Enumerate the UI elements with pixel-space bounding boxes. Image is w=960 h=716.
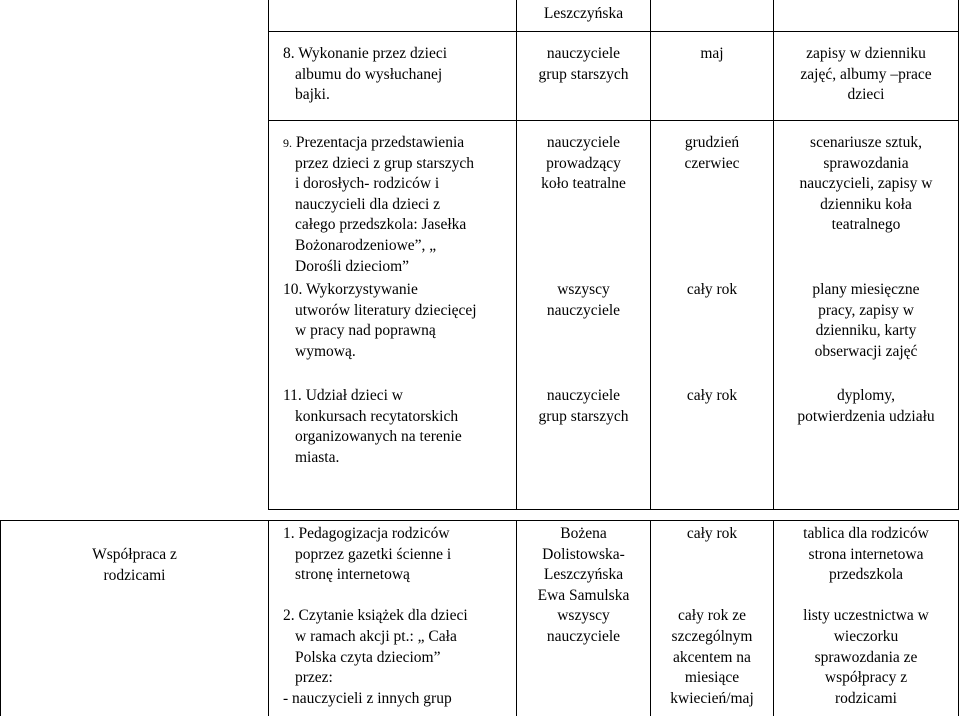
task-line: Polska czyta dzieciom” xyxy=(295,648,441,666)
time-line: cały rok xyxy=(686,281,738,298)
task-number: 9. xyxy=(283,136,292,150)
docs-line: rodzicami xyxy=(835,689,897,707)
docs-line: dzienniku, karty xyxy=(815,322,917,340)
responsible-line: Bożena xyxy=(560,525,607,542)
responsible-line: nauczyciele xyxy=(546,301,621,319)
upper-table-border-left xyxy=(268,0,269,510)
task-number: 10. xyxy=(283,281,303,298)
responsible-line: Dolistowska- xyxy=(542,545,625,563)
responsible-line: nauczyciele xyxy=(546,134,621,151)
area-line: Współpraca z xyxy=(92,546,177,563)
task-line: - nauczycieli z innych grup xyxy=(283,689,452,707)
responsible-cell-10 xyxy=(517,280,650,321)
header-cell-text: Leszczyńska xyxy=(543,5,624,22)
task-line: Bożonarodzeniowe”, „ xyxy=(295,236,437,254)
responsible-line: grup starszych xyxy=(538,65,629,83)
upper-table-border-col3 xyxy=(650,0,651,510)
time-line xyxy=(651,565,773,586)
header-cell-responsible xyxy=(517,4,650,25)
docs-line: dyplomy, xyxy=(837,387,895,404)
upper-table-header-rule xyxy=(268,31,959,32)
docs-line: sprawozdania xyxy=(823,154,909,172)
task-number: 11. xyxy=(283,387,302,404)
task-cell-parents xyxy=(283,524,468,709)
task-line: 1. Pedagogizacja rodziców xyxy=(283,525,450,542)
responsible-line: Ewa Samulska xyxy=(537,586,630,604)
time-line: maj xyxy=(700,45,724,62)
time-line: cały rok xyxy=(686,525,738,542)
lower-table-border-col1 xyxy=(268,520,269,716)
docs-cell-11 xyxy=(774,386,958,427)
responsible-line: nauczyciele xyxy=(546,627,621,645)
docs-line: teatralnego xyxy=(831,216,901,234)
task-line: Dorośli dzieciom” xyxy=(295,257,410,275)
docs-line: listy uczestnictwa w xyxy=(803,607,929,625)
docs-line: nauczycieli, zapisy w xyxy=(799,175,933,193)
time-line: miesiące xyxy=(684,669,740,687)
responsible-line: prowadzący xyxy=(546,154,621,172)
responsible-line: wszyscy xyxy=(557,281,610,298)
task-line: 9. Prezentacja przedstawienia xyxy=(283,134,465,151)
task-cell-8 xyxy=(283,44,447,106)
docs-line: wieczorku xyxy=(833,627,899,645)
docs-line: dzieci xyxy=(847,86,885,104)
time-line xyxy=(651,586,773,607)
responsible-line: koło teatralne xyxy=(541,175,626,193)
task-cell-10 xyxy=(283,280,477,362)
task-line: poprzez gazetki ścienne i xyxy=(295,545,452,563)
task-cell-9 xyxy=(283,133,474,277)
docs-cell-10 xyxy=(774,280,958,362)
task-line: konkursach recytatorskich xyxy=(295,407,459,425)
time-cell-9 xyxy=(651,133,773,174)
time-cell-parents xyxy=(651,524,773,709)
task-line: stronę internetową xyxy=(295,566,410,584)
time-cell-11 xyxy=(651,386,773,407)
docs-cell-8 xyxy=(774,44,958,106)
task-line: całego przedszkola: Jasełka xyxy=(295,216,467,234)
responsible-cell-parents xyxy=(517,524,650,648)
docs-line: plany miesięczne xyxy=(812,281,920,298)
lower-table-border-right xyxy=(958,520,959,716)
task-line: albumu do wysłuchanej xyxy=(295,65,443,83)
responsible-line: wszyscy xyxy=(557,607,610,625)
responsible-cell-11 xyxy=(517,386,650,427)
time-line: czerwiec xyxy=(684,154,740,172)
task-line: miasta. xyxy=(295,448,340,466)
task-line: w ramach akcji pt.: „ Cała xyxy=(295,627,457,645)
responsible-line: nauczyciele xyxy=(546,387,621,404)
docs-line: zapisy w dzienniku xyxy=(806,45,926,62)
docs-line: współpracy z xyxy=(824,669,908,687)
upper-table-border-right xyxy=(958,0,959,510)
task-line: 2. Czytanie książek dla dzieci xyxy=(283,607,468,625)
docs-line: zajęć, albumy –prace xyxy=(800,65,932,83)
time-cell-10 xyxy=(651,280,773,301)
docs-line: scenariusze sztuk, xyxy=(810,134,922,151)
task-number: 8. xyxy=(283,45,295,62)
time-line: szczególnym xyxy=(671,627,753,645)
docs-cell-parents xyxy=(774,524,958,709)
time-line: cały rok xyxy=(686,387,738,404)
task-line: i dorosłych- rodziców i xyxy=(295,175,440,193)
time-cell-8 xyxy=(651,44,773,65)
task-line: przez dzieci z grup starszych xyxy=(295,154,475,172)
task-line: bajki. xyxy=(295,86,330,104)
task-cell-11 xyxy=(283,386,462,468)
docs-line: potwierdzenia udziału xyxy=(797,407,935,425)
area-line: rodzicami xyxy=(103,566,166,584)
task-line: 10. Wykorzystywanie xyxy=(283,281,418,298)
responsible-cell-8 xyxy=(517,44,650,85)
area-cell-parents xyxy=(1,545,268,586)
responsible-line: grup starszych xyxy=(538,407,629,425)
time-line: akcentem na xyxy=(673,648,751,666)
docs-line: sprawozdania ze xyxy=(814,648,918,666)
task-line xyxy=(283,586,468,607)
task-line: utworów literatury dziecięcej xyxy=(295,301,477,319)
time-line: kwiecień/maj xyxy=(670,689,754,707)
task-line: 11. Udział dzieci w xyxy=(283,387,403,404)
task-line: organizowanych na terenie xyxy=(295,428,462,446)
docs-line: dzienniku koła xyxy=(820,195,912,213)
task-line: przez: xyxy=(295,669,333,687)
responsible-line: Leszczyńska xyxy=(543,566,624,584)
upper-table-bottom-rule xyxy=(268,509,959,510)
docs-line xyxy=(774,586,958,607)
task-line: 8. Wykonanie przez dzieci xyxy=(283,45,448,62)
responsible-cell-9 xyxy=(517,133,650,195)
docs-line: pracy, zapisy w xyxy=(818,301,914,319)
task-line: nauczycieli dla dzieci z xyxy=(295,195,441,213)
docs-cell-9 xyxy=(774,133,958,236)
upper-table-row8-rule xyxy=(268,120,959,121)
lower-table-top-rule xyxy=(0,520,959,521)
time-line xyxy=(651,545,773,566)
responsible-line: nauczyciele xyxy=(546,45,621,62)
time-line: cały rok ze xyxy=(678,607,746,625)
docs-line: tablica dla rodziców xyxy=(803,525,929,542)
docs-line: obserwacji zajęć xyxy=(814,342,918,360)
docs-line: strona internetowa xyxy=(808,545,924,563)
task-line: w pracy nad poprawną xyxy=(295,322,436,340)
time-line: grudzień xyxy=(684,134,740,151)
task-line: wymową. xyxy=(295,342,356,360)
docs-line: przedszkola xyxy=(828,566,904,584)
